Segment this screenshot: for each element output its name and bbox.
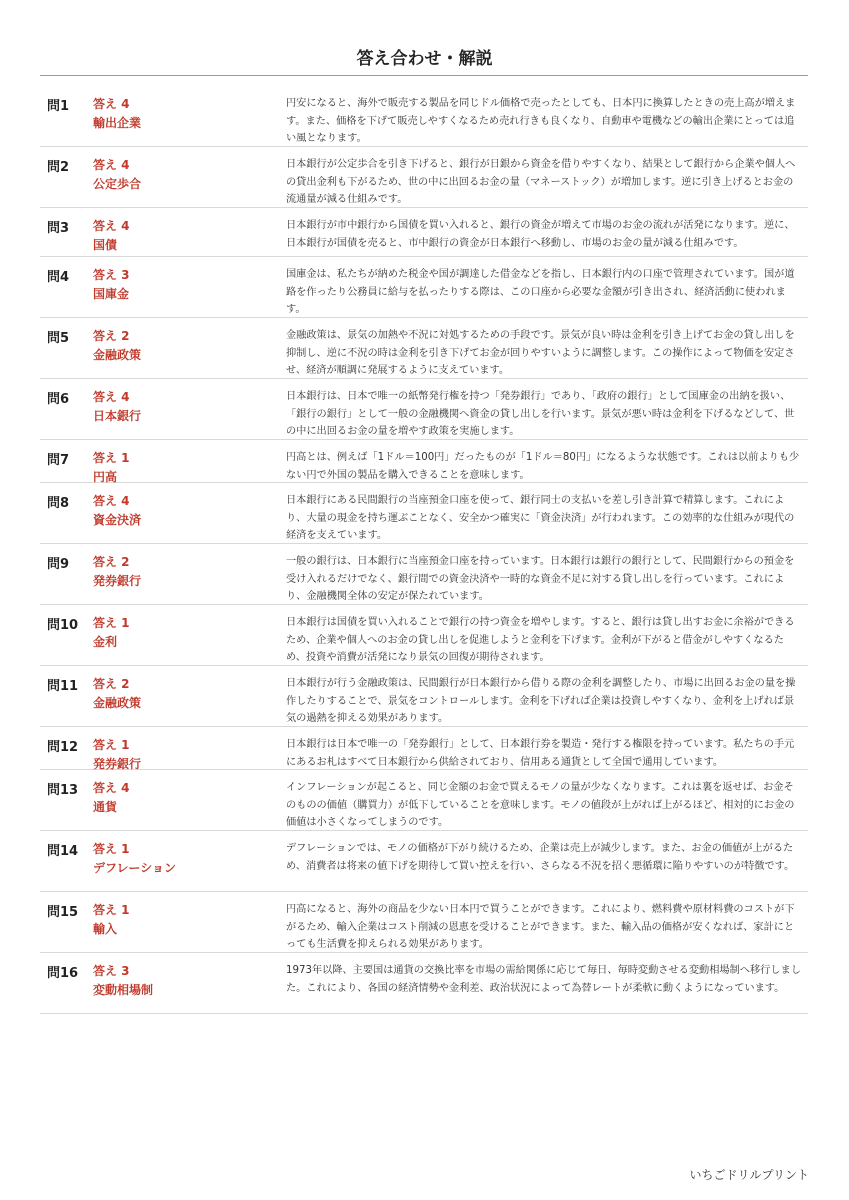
answer-choice: 答え 1 [93, 842, 130, 856]
explanation-text: 円高になると、海外の商品を少ない日本円で買うことができます。これにより、燃料費や原材料費のコストが下がるため、輸入企業はコスト削減の恩恵を受けることができます。また、輸入品の価格が安くなれば、家計にとっても生活費を抑えられる効果があります。 [286, 904, 795, 950]
explanation-text: 日本銀行にある民間銀行の当座預金口座を使って、銀行同士の支払いを差し引き計算で精算します。これにより、大量の現金を持ち運ぶことなく、安全かつ確実に「資金決済」が行われます。この効率的な仕組みが現代の経済を支えています。 [286, 495, 795, 541]
answer-term: 発券銀行 [93, 574, 142, 588]
answer-choice: 答え 1 [93, 451, 130, 465]
answer-cell [86, 544, 278, 604]
answer-term: 金利 [93, 635, 118, 649]
answer-term: 日本銀行 [93, 409, 142, 423]
explanation-text: 金融政策は、景気の加熱や不況に対処するための手段です。景気が良い時は金利を引き上げてお金の貸し出しを抑制し、逆に不況の時は金利を引き下げてお金が回りやすいように調整します。この操作によって物価を安定させ、経済が順調に発展するように支えています。 [286, 330, 795, 376]
explanation-text: 1973年以降、主要国は通貨の交換比率を市場の需給関係に応じて毎日、毎時変動させる変動相場制へ移行しました。これにより、各国の経済情勢や金利差、政治状況によって為替レートが柔軟に動くようになっています。 [286, 965, 801, 994]
answer-cell [86, 892, 278, 952]
question-number: 問9 [47, 557, 70, 572]
answer-term: 国庫金 [93, 287, 130, 301]
answer-term: 輸出企業 [93, 116, 142, 130]
footer-credit: いちごドリルプリント [689, 1168, 809, 1182]
answer-cell [86, 440, 278, 482]
answer-row [40, 257, 808, 318]
answer-row [40, 953, 808, 1014]
answer-cell [86, 727, 278, 769]
answer-cell [86, 953, 278, 1013]
answer-row [40, 483, 808, 544]
answer-choice: 答え 4 [93, 494, 130, 508]
answer-term: 公定歩合 [93, 177, 142, 191]
question-number: 問12 [47, 740, 79, 755]
explanation-text: 日本銀行は、日本で唯一の紙幣発行権を持つ「発券銀行」であり、「政府の銀行」として国庫金の出納を扱い、「銀行の銀行」として一般の金融機関へ資金の貸し出しを行います。景気が悪い時は金利を下げるなどして、世の中に出回るお金の量を増やす政策を実施します。 [286, 391, 795, 437]
answer-choice: 答え 3 [93, 964, 130, 978]
question-number: 問8 [47, 496, 70, 511]
answer-choice: 答え 2 [93, 329, 130, 343]
answer-term: 円高 [93, 470, 118, 484]
explanation-text: インフレーションが起こると、同じ金額のお金で買えるモノの量が少なくなります。これは裏を返せば、お金そのものの価値（購買力）が低下していることを意味します。モノの値段が上がれば上がるほど、相対的にお金の価値は小さくなってしまうのです。 [286, 782, 795, 828]
question-number: 問14 [47, 844, 79, 859]
answer-cell [86, 147, 278, 207]
explanation-text: デフレーションでは、モノの価格が下がり続けるため、企業は売上が減少します。また、お金の価値が上がるため、消費者は将来の値下げを期待して買い控えを行い、さらなる不況を招く悪循環に陥りやすいのが特徴です。 [286, 843, 795, 872]
answer-term: 変動相場制 [93, 983, 154, 997]
answer-choice: 答え 4 [93, 97, 130, 111]
answer-row [40, 86, 808, 147]
answer-term: 金融政策 [93, 696, 142, 710]
answer-choice: 答え 2 [93, 555, 130, 569]
answer-cell [86, 605, 278, 665]
answer-choice: 答え 4 [93, 219, 130, 233]
answer-row [40, 666, 808, 727]
answer-choice: 答え 1 [93, 738, 130, 752]
answer-term: 国債 [93, 238, 118, 252]
explanation-text: 日本銀行が公定歩合を引き下げると、銀行が日銀から資金を借りやすくなり、結果として銀行から企業や個人への貸出金利も下がるため、世の中に出回るお金の量（マネーストック）が増加します。逆に引き上げるとお金の流通量が減る仕組みです。 [286, 159, 796, 205]
question-number: 問1 [47, 99, 70, 114]
answer-choice: 答え 4 [93, 158, 130, 172]
explanation-text: 国庫金は、私たちが納めた税金や国が調達した借金などを指し、日本銀行内の口座で管理されています。国が道路を作ったり公務員に給与を払ったりする際は、この口座から必要な金額が引き出され、経済活動に使われます。 [286, 269, 795, 315]
answer-cell [86, 318, 278, 378]
question-number: 問11 [47, 679, 79, 694]
answer-term: 通貨 [93, 800, 118, 814]
question-number: 問15 [47, 905, 79, 920]
answer-row [40, 831, 808, 892]
answer-cell [86, 770, 278, 830]
explanation-text: 日本銀行が行う金融政策は、民間銀行が日本銀行から借りる際の金利を調整したり、市場に出回るお金の量を操作したりすることで、景気をコントロールします。金利を下げれば企業は投資しやすくなり、金利を上げれば景気の過熱を抑える効果があります。 [286, 678, 796, 724]
answer-choice: 答え 3 [93, 268, 130, 282]
answer-choice: 答え 1 [93, 903, 130, 917]
answer-term: 資金決済 [93, 513, 142, 527]
answer-row [40, 770, 808, 831]
answer-cell [86, 483, 278, 543]
answer-cell [86, 257, 278, 317]
answer-row [40, 727, 808, 770]
question-number: 問10 [47, 618, 79, 633]
question-number: 問4 [47, 270, 70, 285]
explanation-text: 日本銀行が市中銀行から国債を買い入れると、銀行の資金が増えて市場のお金の流れが活発になります。逆に、日本銀行が国債を売ると、市中銀行の資金が日本銀行へ移動し、市場のお金の量が減る仕組みです。 [286, 220, 795, 249]
answer-term: 輸入 [93, 922, 118, 936]
answer-row [40, 208, 808, 257]
question-number: 問5 [47, 331, 70, 346]
question-number: 問3 [47, 221, 70, 236]
answer-row [40, 318, 808, 379]
answer-row [40, 440, 808, 483]
answer-choice: 答え 2 [93, 677, 130, 691]
answer-choice: 答え 1 [93, 616, 130, 630]
question-number: 問6 [47, 392, 70, 407]
page-title: 答え合わせ・解説 [356, 49, 493, 69]
question-number: 問13 [47, 783, 79, 798]
answer-term: 発券銀行 [93, 757, 142, 771]
explanation-text: 日本銀行は日本で唯一の「発券銀行」として、日本銀行券を製造・発行する権限を持っています。私たちの手元にあるお札はすべて日本銀行から供給されており、信用ある通貨として全国で通用しています。 [286, 739, 795, 768]
answer-term: 金融政策 [93, 348, 142, 362]
answer-cell [86, 379, 278, 439]
answer-cell [86, 831, 278, 891]
answer-row [40, 379, 808, 440]
answer-cell [86, 208, 278, 256]
answer-cell [86, 666, 278, 726]
answer-row [40, 147, 808, 208]
explanation-text: 円安になると、海外で販売する製品を同じドル価格で売ったとしても、日本円に換算したときの売上高が増えます。また、価格を下げて販売しやすくなるため売れ行きも良くなり、自動車や電機などの輸出企業にとっては追い風となります。 [286, 98, 796, 144]
answer-choice: 答え 4 [93, 781, 130, 795]
question-number: 問7 [47, 453, 70, 468]
explanation-text: 円高とは、例えば「1ドル＝100円」だったものが「1ドル＝80円」になるような状態です。これは以前よりも少ない円で外国の製品を購入できることを意味します。 [286, 452, 800, 481]
explanation-text: 日本銀行は国債を買い入れることで銀行の持つ資金を増やします。すると、銀行は貸し出すお金に余裕ができるため、企業や個人へのお金の貸し出しを促進しようと金利を下げます。金利が下がると借金がしやすくなるため、投資や消費が活発になり景気の回復が期待されます。 [286, 617, 795, 663]
explanation-text: 一般の銀行は、日本銀行に当座預金口座を持っています。日本銀行は銀行の銀行として、民間銀行からの預金を受け入れるだけでなく、銀行間での資金決済や一時的な資金不足に対する貸し出しを行っています。これにより、金融機関全体の安定が保たれています。 [286, 556, 795, 602]
question-number: 問16 [47, 966, 79, 981]
answer-cell [86, 86, 278, 146]
answer-row [40, 892, 808, 953]
answer-row [40, 544, 808, 605]
answer-list [40, 86, 808, 1014]
question-number: 問2 [47, 160, 70, 175]
answer-term: デフレーション [93, 861, 177, 875]
answer-row [40, 605, 808, 666]
answer-choice: 答え 4 [93, 390, 130, 404]
title-divider [40, 75, 808, 76]
